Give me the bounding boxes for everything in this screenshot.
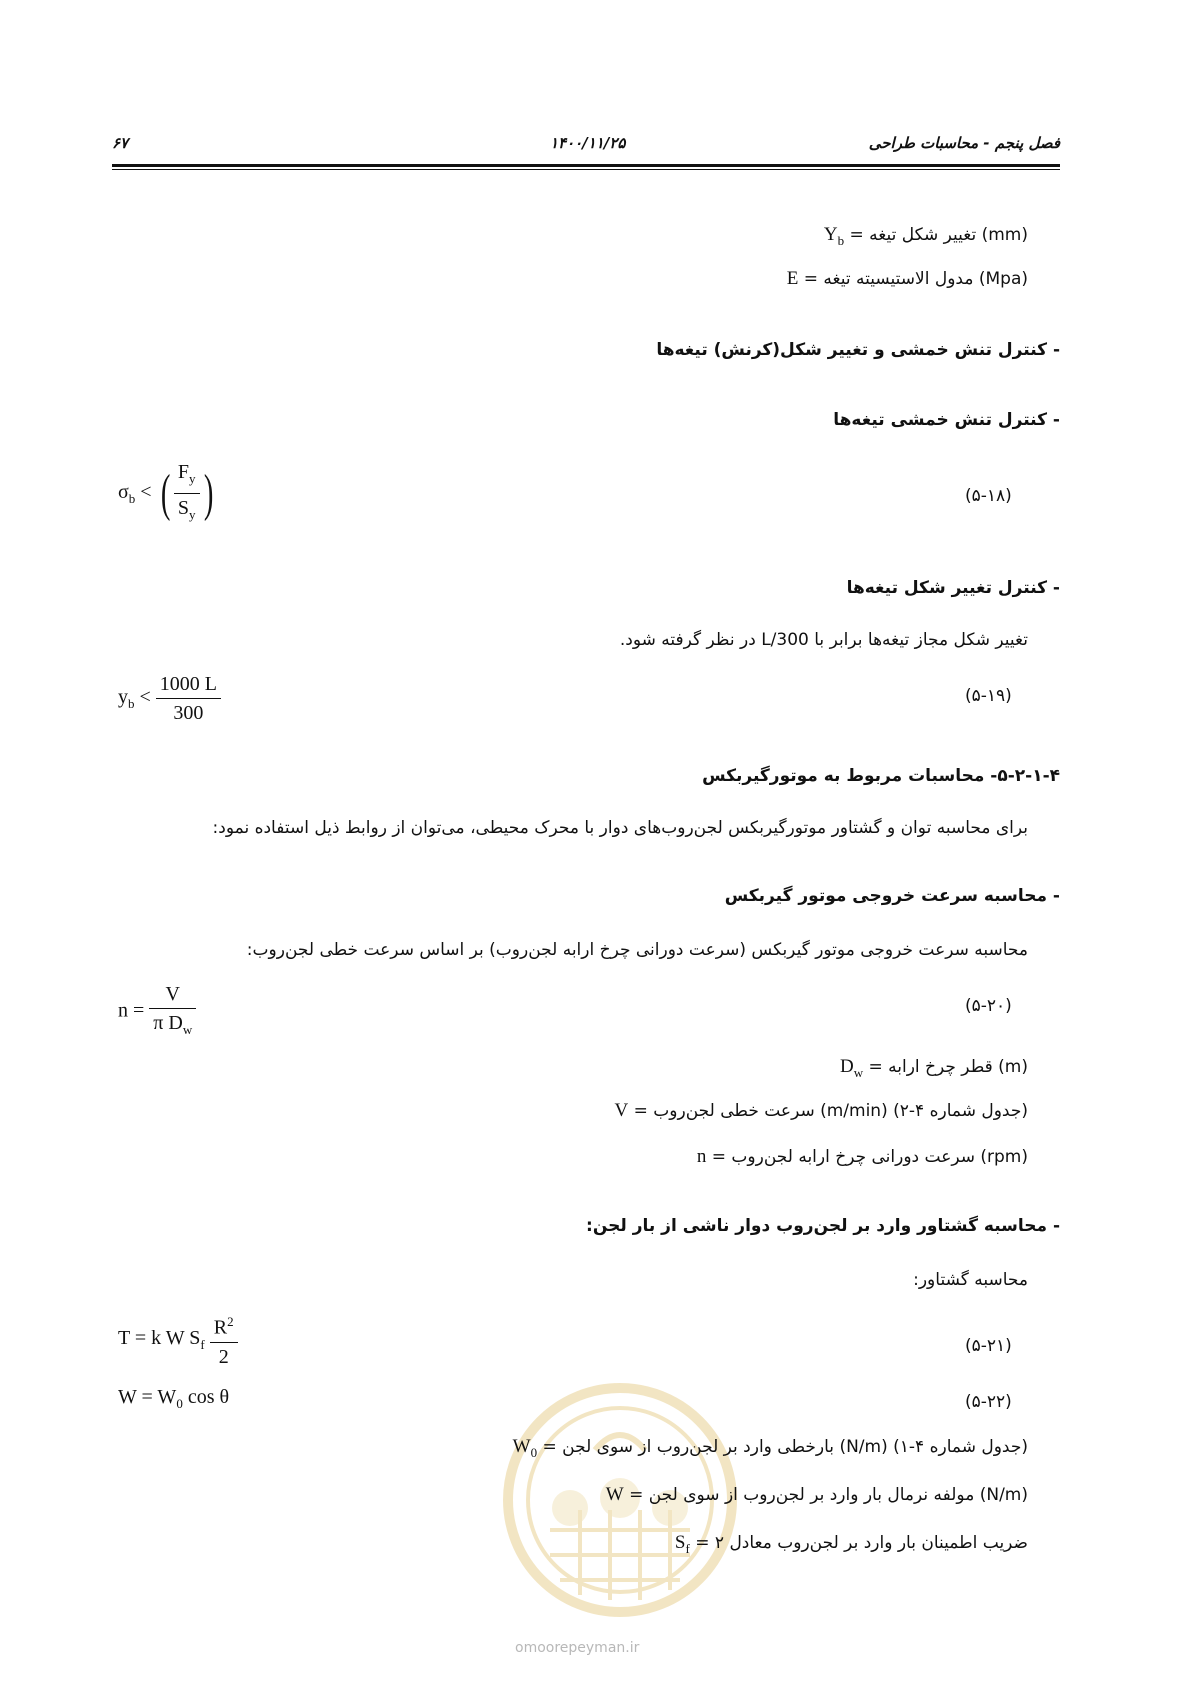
eq22-number: (۵-۲۲) xyxy=(965,1392,1012,1412)
def-w0-symbol: $W_0$ xyxy=(512,1436,538,1460)
paragraph-speed-calc: محاسبه سرعت خروجی موتور گیربکس (سرعت دورانی چرخ ارابه لجن‌روب) بر اساس سرعت خطی لجن‌روب: xyxy=(246,940,1028,960)
def-dw-symbol: $D_w$ xyxy=(839,1056,864,1080)
heading-torque: - محاسبه گشتاور وارد بر لجن‌روب دوار ناشی از بار لجن: xyxy=(586,1216,1060,1236)
def-dw-text: = قطر چرخ ارابه (m) xyxy=(868,1057,1028,1077)
def-sf-symbol: $S_f$ xyxy=(674,1532,690,1556)
def-dw xyxy=(840,1056,1028,1081)
header-date: ۱۴۰۰/۱۱/۲۵ xyxy=(550,134,626,152)
eq18-lhs: $\sigma_b$ < xyxy=(118,481,152,507)
heading-stress-strain: - کنترل تنش خمشی و تغییر شکل(کرنش) تیغه‌ها xyxy=(656,340,1060,360)
heading-output-speed: - محاسبه سرعت خروجی موتور گیربکس xyxy=(724,886,1060,906)
def-n xyxy=(697,1146,1028,1168)
eq19-lhs: $y_b$ < xyxy=(118,686,151,712)
eq18-number: (۵-۱۸) xyxy=(965,486,1012,506)
eq19-fraction: $\frac{1000 L}{300}$ xyxy=(156,670,221,727)
page-number: ۶۷ xyxy=(112,134,129,152)
eq19-number: (۵-۱۹) xyxy=(965,686,1012,706)
def-w0-text: = بارخطی وارد بر لجن‌روب از سوی لجن (N/m) (جدول شماره ۴-۱) xyxy=(542,1437,1028,1457)
def-e-text: = مدول الاستیسیته تیغه (Mpa) xyxy=(803,269,1028,289)
equation-20 xyxy=(118,980,196,1044)
equation-21 xyxy=(118,1308,238,1371)
def-w xyxy=(606,1484,1028,1506)
eq22-rhs: cos θ xyxy=(187,1386,230,1408)
paragraph-torque-calc: محاسبه گشتاور: xyxy=(913,1270,1028,1290)
chapter-title: فصل پنجم - محاسبات طراحی xyxy=(868,134,1060,152)
def-sf-text: = ضریب اطمینان بار وارد بر لجن‌روب معادل ۲ xyxy=(695,1533,1028,1553)
eq20-lhs: n = xyxy=(118,999,145,1022)
def-w0 xyxy=(513,1436,1028,1461)
def-e xyxy=(787,268,1028,290)
def-w-symbol: W xyxy=(605,1484,624,1505)
heading-motor-gearbox: ۵-۲-۱-۴- محاسبات مربوط به موتورگیربکس xyxy=(702,766,1060,786)
heading-deformation: - کنترل تغییر شکل تیغه‌ها xyxy=(846,578,1060,598)
def-w-text: = مولفه نرمال بار وارد بر لجن‌روب از سوی لجن (N/m) xyxy=(629,1485,1028,1505)
eq18-left-paren: ( xyxy=(160,465,170,522)
paragraph-intro: برای محاسبه توان و گشتاور موتورگیربکس لجن‌روب‌های دوار با محرک محیطی، می‌توان از روابط ذیل استفاده نمود: xyxy=(212,818,1028,838)
eq18-right-paren: ) xyxy=(203,465,213,522)
equation-19 xyxy=(118,670,221,727)
def-v-symbol: V xyxy=(614,1100,629,1121)
eq20-fraction: $\frac{V}{\pi D_w}$ xyxy=(149,980,196,1044)
def-n-text: = سرعت دورانی چرخ ارابه لجن‌روب (rpm) xyxy=(711,1147,1028,1167)
eq22-lhs: $W = W_0$ xyxy=(118,1386,183,1411)
def-yb xyxy=(824,224,1028,249)
equation-22 xyxy=(118,1386,229,1412)
eq21-number: (۵-۲۱) xyxy=(965,1336,1012,1356)
equation-18 xyxy=(118,458,217,529)
def-v-text: = سرعت خطی لجن‌روب (m/min) (جدول شماره ۴-۲) xyxy=(633,1101,1028,1121)
eq20-number: (۵-۲۰) xyxy=(965,996,1012,1016)
heading-bending-stress: - کنترل تنش خمشی تیغه‌ها xyxy=(833,410,1060,430)
eq21-fraction: $\frac{R^2}{2}$ xyxy=(210,1308,238,1371)
paragraph-allowable-deformation: تغییر شکل مجاز تیغه‌ها برابر با L/300 در نظر گرفته شود. xyxy=(619,630,1028,650)
def-yb-symbol: $Y_b$ xyxy=(823,224,845,248)
def-e-symbol: E xyxy=(786,268,799,289)
def-yb-text: = تغییر شکل تیغه (mm) xyxy=(849,225,1028,245)
header-rule xyxy=(112,164,1060,167)
def-v xyxy=(614,1100,1028,1122)
def-n-symbol: n xyxy=(696,1146,707,1167)
header-rule-thin xyxy=(112,169,1060,170)
def-sf xyxy=(675,1532,1028,1557)
watermark-url: omoorepeyman.ir xyxy=(515,1640,640,1656)
eq21-lhs: T = k W $S_f$ xyxy=(118,1326,205,1352)
eq18-fraction: $\frac{F_y}{S_y}$ xyxy=(174,458,200,529)
